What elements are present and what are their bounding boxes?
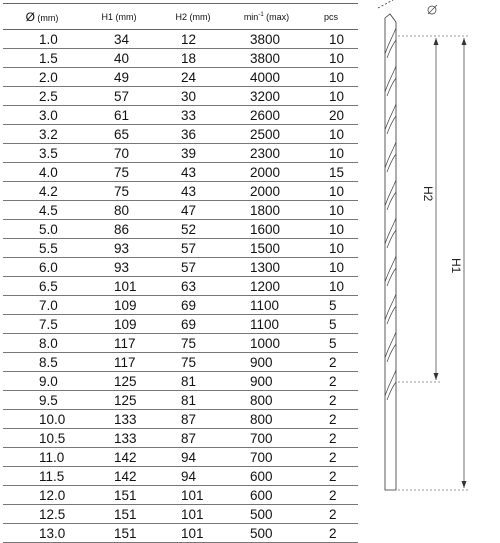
h2-cell: 101 bbox=[157, 524, 229, 543]
h2-cell: 101 bbox=[157, 486, 229, 505]
drill-outline bbox=[385, 14, 396, 490]
diameter-cell: 4.0 bbox=[3, 163, 81, 182]
table-row bbox=[3, 277, 358, 296]
h2-cell: 36 bbox=[157, 125, 229, 144]
pcs-cell: 10 bbox=[304, 49, 358, 68]
flute-line bbox=[387, 230, 396, 248]
rpm-cell: 500 bbox=[229, 524, 304, 543]
rpm-cell: 800 bbox=[229, 410, 304, 429]
flute-line bbox=[387, 116, 396, 134]
h1-cell: 65 bbox=[81, 125, 157, 144]
drill-flutes bbox=[385, 28, 396, 400]
pcs-cell: 5 bbox=[304, 315, 358, 334]
rpm-cell: 900 bbox=[229, 353, 304, 372]
diameter-cell: 3.0 bbox=[3, 106, 81, 125]
header-rpm: $\min^{-1} (\max)$ bbox=[229, 4, 304, 30]
h2-cell: 47 bbox=[157, 201, 229, 220]
flute-line bbox=[387, 192, 396, 210]
pcs-cell: 2 bbox=[304, 524, 358, 543]
h2-cell: 87 bbox=[157, 429, 229, 448]
h1-cell: 125 bbox=[81, 391, 157, 410]
h2-cell: 94 bbox=[157, 448, 229, 467]
flute-line bbox=[387, 268, 396, 286]
h1-cell: 142 bbox=[81, 448, 157, 467]
h2-cell: 75 bbox=[157, 334, 229, 353]
table-row bbox=[3, 429, 358, 448]
rpm-cell: 2600 bbox=[229, 106, 304, 125]
rpm-cell: 3800 bbox=[229, 49, 304, 68]
diameter-cell: 3.2 bbox=[3, 125, 81, 144]
pcs-cell: 10 bbox=[304, 258, 358, 277]
h1-cell: 75 bbox=[81, 182, 157, 201]
rpm-cell: 2000 bbox=[229, 182, 304, 201]
table-row bbox=[3, 220, 358, 239]
rpm-cell: 1200 bbox=[229, 277, 304, 296]
table-row bbox=[3, 448, 358, 467]
h1-cell: 133 bbox=[81, 429, 157, 448]
pcs-cell: 2 bbox=[304, 410, 358, 429]
table-body bbox=[3, 30, 358, 543]
h2-cell: 87 bbox=[157, 410, 229, 429]
table-row bbox=[3, 505, 358, 524]
h1-cell: 151 bbox=[81, 486, 157, 505]
pcs-cell: 2 bbox=[304, 448, 358, 467]
h2-cell: 43 bbox=[157, 163, 229, 182]
pcs-cell: 5 bbox=[304, 334, 358, 353]
h1-cell: 75 bbox=[81, 163, 157, 182]
h1-cell: 34 bbox=[81, 30, 157, 49]
diameter-cell: 8.0 bbox=[3, 334, 81, 353]
diameter-cell: 1.5 bbox=[3, 49, 81, 68]
h2-cell: 94 bbox=[157, 467, 229, 486]
h1-cell: 125 bbox=[81, 372, 157, 391]
h1-cell: 109 bbox=[81, 315, 157, 334]
pcs-cell: 2 bbox=[304, 486, 358, 505]
h2-cell: 57 bbox=[157, 239, 229, 258]
header-pcs: pcs bbox=[304, 4, 358, 30]
h1-cell: 93 bbox=[81, 258, 157, 277]
table-row bbox=[3, 106, 358, 125]
rpm-cell: 600 bbox=[229, 467, 304, 486]
drill-bit-drawing bbox=[360, 0, 500, 500]
diameter-cell: 1.0 bbox=[3, 30, 81, 49]
rpm-cell: 1100 bbox=[229, 296, 304, 315]
h2-cell: 39 bbox=[157, 144, 229, 163]
pcs-cell: 10 bbox=[304, 30, 358, 49]
flute-line bbox=[387, 154, 396, 172]
h1-cell: 57 bbox=[81, 87, 157, 106]
diameter-cell: 7.0 bbox=[3, 296, 81, 315]
table-row bbox=[3, 144, 358, 163]
rpm-cell: 800 bbox=[229, 391, 304, 410]
rpm-cell: 2500 bbox=[229, 125, 304, 144]
diameter-cell: 9.0 bbox=[3, 372, 81, 391]
pcs-cell: 10 bbox=[304, 144, 358, 163]
drill-spec-table bbox=[3, 3, 358, 543]
h1-cell: 109 bbox=[81, 296, 157, 315]
rpm-cell: 1800 bbox=[229, 201, 304, 220]
table-row bbox=[3, 68, 358, 87]
h2-label: H2 bbox=[421, 186, 435, 202]
pcs-cell: 10 bbox=[304, 182, 358, 201]
h2-cell: 43 bbox=[157, 182, 229, 201]
pcs-cell: 2 bbox=[304, 429, 358, 448]
h1-cell: 117 bbox=[81, 334, 157, 353]
pcs-cell: 10 bbox=[304, 125, 358, 144]
rpm-cell: 900 bbox=[229, 372, 304, 391]
h1-cell: 80 bbox=[81, 201, 157, 220]
diameter-cell: 7.5 bbox=[3, 315, 81, 334]
table-row bbox=[3, 524, 358, 543]
h1-cell: 117 bbox=[81, 353, 157, 372]
table-row bbox=[3, 391, 358, 410]
h2-cell: 12 bbox=[157, 30, 229, 49]
h1-cell: 49 bbox=[81, 68, 157, 87]
pcs-cell: 10 bbox=[304, 68, 358, 87]
header-diameter: Ø (mm) bbox=[3, 4, 81, 30]
diameter-cell: 4.5 bbox=[3, 201, 81, 220]
header-h1: H1 (mm) bbox=[81, 4, 157, 30]
diameter-cell: 11.5 bbox=[3, 467, 81, 486]
table-row bbox=[3, 125, 358, 144]
table-row bbox=[3, 87, 358, 106]
diameter-cell: 10.0 bbox=[3, 410, 81, 429]
diameter-cell: 4.2 bbox=[3, 182, 81, 201]
h2-cell: 75 bbox=[157, 353, 229, 372]
table-row bbox=[3, 353, 358, 372]
h2-cell: 24 bbox=[157, 68, 229, 87]
h1-cell: 86 bbox=[81, 220, 157, 239]
header-h2: H2 (mm) bbox=[157, 4, 229, 30]
pcs-cell: 2 bbox=[304, 467, 358, 486]
diameter-cell: 8.5 bbox=[3, 353, 81, 372]
h1-cell: 133 bbox=[81, 410, 157, 429]
diameter-cell: 2.5 bbox=[3, 87, 81, 106]
pcs-cell: 10 bbox=[304, 277, 358, 296]
table-row bbox=[3, 182, 358, 201]
pcs-cell: 2 bbox=[304, 353, 358, 372]
rpm-cell: 1000 bbox=[229, 334, 304, 353]
table-row bbox=[3, 296, 358, 315]
flute-line bbox=[387, 40, 396, 58]
h1-cell: 151 bbox=[81, 505, 157, 524]
h1-cell: 70 bbox=[81, 144, 157, 163]
diameter-cell: 6.5 bbox=[3, 277, 81, 296]
h2-cell: 81 bbox=[157, 372, 229, 391]
diameter-cell: 3.5 bbox=[3, 144, 81, 163]
table-row bbox=[3, 410, 358, 429]
h2-cell: 63 bbox=[157, 277, 229, 296]
rpm-cell: 700 bbox=[229, 429, 304, 448]
pcs-cell: 15 bbox=[304, 163, 358, 182]
rpm-cell: 1300 bbox=[229, 258, 304, 277]
table-row bbox=[3, 239, 358, 258]
table-row bbox=[3, 163, 358, 182]
pcs-cell: 5 bbox=[304, 296, 358, 315]
h1-cell: 93 bbox=[81, 239, 157, 258]
rpm-cell: 500 bbox=[229, 505, 304, 524]
pcs-cell: 10 bbox=[304, 220, 358, 239]
h1-cell: 61 bbox=[81, 106, 157, 125]
h2-cell: 57 bbox=[157, 258, 229, 277]
pcs-cell: 2 bbox=[304, 372, 358, 391]
diameter-cell: 6.0 bbox=[3, 258, 81, 277]
table-row bbox=[3, 486, 358, 505]
flute-line bbox=[387, 306, 396, 324]
table-row bbox=[3, 201, 358, 220]
table-row bbox=[3, 372, 358, 391]
rpm-cell: 600 bbox=[229, 486, 304, 505]
diameter-cell: 5.5 bbox=[3, 239, 81, 258]
rpm-cell: 3800 bbox=[229, 30, 304, 49]
table-row bbox=[3, 49, 358, 68]
h1-cell: 142 bbox=[81, 467, 157, 486]
table-header-row bbox=[3, 4, 358, 30]
h2-cell: 101 bbox=[157, 505, 229, 524]
pcs-cell: 10 bbox=[304, 201, 358, 220]
pcs-cell: 10 bbox=[304, 239, 358, 258]
diameter-cell: 5.0 bbox=[3, 220, 81, 239]
pcs-cell: 10 bbox=[304, 87, 358, 106]
table-row bbox=[3, 315, 358, 334]
rpm-cell: 3200 bbox=[229, 87, 304, 106]
h1-cell: 101 bbox=[81, 277, 157, 296]
h1-cell: 40 bbox=[81, 49, 157, 68]
rpm-cell: 1100 bbox=[229, 315, 304, 334]
diameter-cell: 11.0 bbox=[3, 448, 81, 467]
diameter-cell: 12.5 bbox=[3, 505, 81, 524]
h2-cell: 33 bbox=[157, 106, 229, 125]
rpm-cell: 1600 bbox=[229, 220, 304, 239]
h2-cell: 30 bbox=[157, 87, 229, 106]
rpm-cell: 1500 bbox=[229, 239, 304, 258]
flute-line bbox=[387, 344, 396, 362]
table-row bbox=[3, 258, 358, 277]
pcs-cell: 20 bbox=[304, 106, 358, 125]
h2-cell: 69 bbox=[157, 296, 229, 315]
rpm-cell: 4000 bbox=[229, 68, 304, 87]
rpm-cell: 2300 bbox=[229, 144, 304, 163]
flute-line bbox=[387, 78, 396, 96]
table-row bbox=[3, 334, 358, 353]
diameter-cell: 12.0 bbox=[3, 486, 81, 505]
diameter-cell: 2.0 bbox=[3, 68, 81, 87]
diameter-cell: 9.5 bbox=[3, 391, 81, 410]
h2-cell: 52 bbox=[157, 220, 229, 239]
h1-label: H1 bbox=[449, 258, 463, 274]
table-row bbox=[3, 30, 358, 49]
pcs-cell: 2 bbox=[304, 391, 358, 410]
h2-cell: 18 bbox=[157, 49, 229, 68]
flute-line bbox=[387, 382, 396, 400]
rpm-cell: 700 bbox=[229, 448, 304, 467]
rpm-cell: 2000 bbox=[229, 163, 304, 182]
h2-cell: 81 bbox=[157, 391, 229, 410]
diameter-cell: 10.5 bbox=[3, 429, 81, 448]
h1-cell: 151 bbox=[81, 524, 157, 543]
h2-cell: 69 bbox=[157, 315, 229, 334]
diameter-cell: 13.0 bbox=[3, 524, 81, 543]
table-row bbox=[3, 467, 358, 486]
pcs-cell: 2 bbox=[304, 505, 358, 524]
